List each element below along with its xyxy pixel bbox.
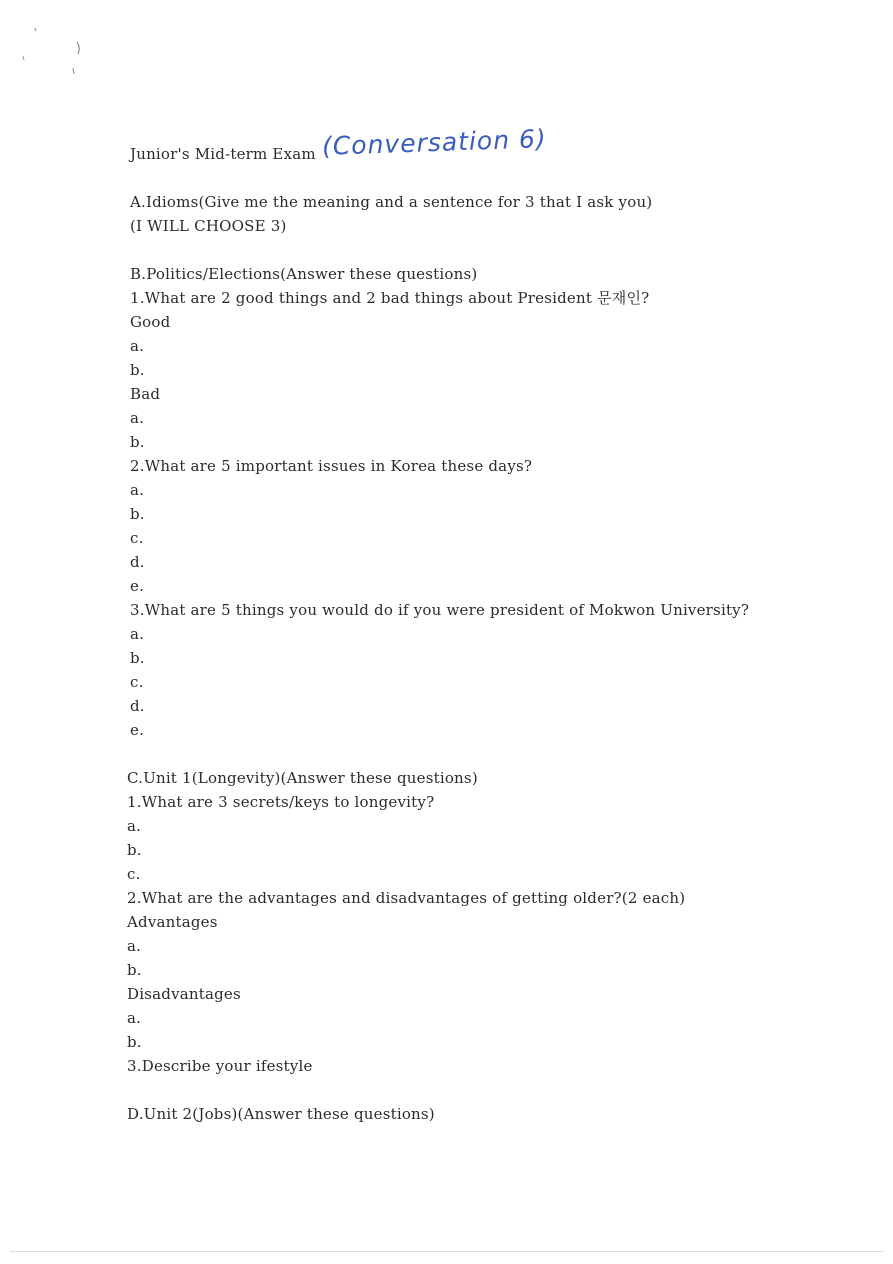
section-d-heading: D.Unit 2(Jobs)(Answer these questions) bbox=[127, 1105, 435, 1123]
answer-line: e. bbox=[130, 577, 145, 595]
answer-line: b. bbox=[130, 505, 145, 523]
question-c1: 1.What are 3 secrets/keys to longevity? bbox=[127, 793, 435, 811]
answer-line: b. bbox=[127, 841, 142, 859]
handwritten-annotation: (Conversation 6) bbox=[321, 124, 548, 161]
answer-line: b. bbox=[127, 1033, 142, 1051]
question-b2: 2.What are 5 important issues in Korea these days? bbox=[130, 457, 533, 475]
answer-line: d. bbox=[130, 553, 145, 571]
subheading-advantages: Advantages bbox=[127, 913, 218, 931]
answer-line: c. bbox=[127, 865, 141, 883]
scan-edge-divider bbox=[10, 1251, 883, 1252]
answer-line: b. bbox=[130, 433, 145, 451]
answer-line: b. bbox=[130, 361, 145, 379]
question-b3: 3.What are 5 things you would do if you were president of Mokwon University? bbox=[130, 601, 750, 619]
answer-line: a. bbox=[130, 337, 145, 355]
answer-line: e. bbox=[130, 721, 145, 739]
exam-title: Junior's Mid-term Exam bbox=[130, 145, 316, 163]
answer-line: a. bbox=[127, 1009, 142, 1027]
answer-line: b. bbox=[127, 961, 142, 979]
section-b-heading: B.Politics/Elections(Answer these questions) bbox=[130, 265, 478, 283]
question-c2: 2.What are the advantages and disadvantages of getting older?(2 each) bbox=[127, 889, 686, 907]
answer-line: a. bbox=[127, 817, 142, 835]
section-a-note: (I WILL CHOOSE 3) bbox=[130, 217, 287, 235]
subheading-disadvantages: Disadvantages bbox=[127, 985, 241, 1003]
question-c3: 3.Describe your ifestyle bbox=[127, 1057, 313, 1075]
answer-line: c. bbox=[130, 673, 144, 691]
answer-line: a. bbox=[127, 937, 142, 955]
answer-line: b. bbox=[130, 649, 145, 667]
section-a-heading: A.Idioms(Give me the meaning and a sentence for 3 that I ask you) bbox=[130, 193, 653, 211]
question-b1: 1.What are 2 good things and 2 bad things about President 문재인? bbox=[130, 289, 650, 307]
section-c-heading: C.Unit 1(Longevity)(Answer these questions) bbox=[127, 769, 478, 787]
answer-line: a. bbox=[130, 409, 145, 427]
answer-line: a. bbox=[130, 481, 145, 499]
answer-line: a. bbox=[130, 625, 145, 643]
answer-line: d. bbox=[130, 697, 145, 715]
subheading-bad: Bad bbox=[130, 385, 161, 403]
subheading-good: Good bbox=[130, 313, 171, 331]
answer-line: c. bbox=[130, 529, 144, 547]
scan-specks-icon bbox=[15, 20, 95, 90]
